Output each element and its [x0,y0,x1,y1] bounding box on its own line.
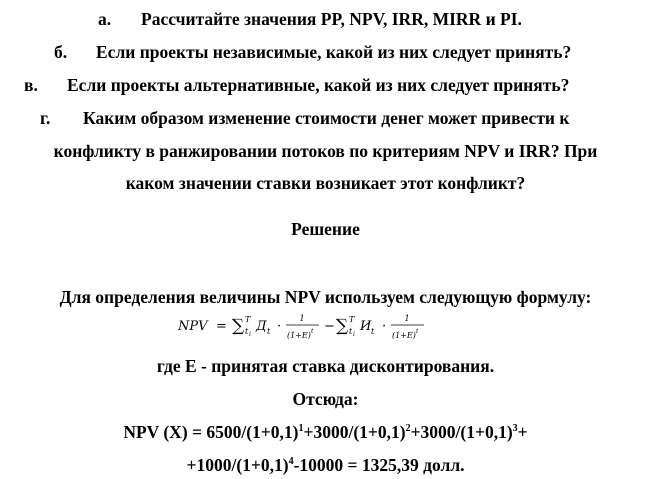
npv-calculation-line-2 [0,454,651,476]
formula-inflow: Д [255,319,267,334]
formula-sum-1-lower-sub: i [248,331,251,338]
where-line: где Е - принятая ставка дисконтирования. [156,356,495,376]
formula-sum-1-lower: t [244,327,248,336]
calc-1-part-3: +3000/(1+0,1) [410,422,513,442]
solution-heading: Решение [291,219,360,239]
calc-1-exp-3: 3 [512,423,518,434]
calc-1-part-4: + [517,422,528,442]
formula-minus: − [323,319,335,334]
question-d-marker: г. [40,108,51,128]
formula-sum-2: ∑ [335,316,348,336]
formula-equals: = [215,319,227,334]
formula-frac-1-num: 1 [298,314,305,323]
question-d-text: Каким образом изменение стоимости денег может привести к [83,108,570,128]
formula-sum-2-lower-sub: i [352,331,355,338]
calc-1-exp-1: 1 [298,423,304,434]
question-d-continuation-1: конфликту в ранжировании потоков по критериям NPV и IRR? При [53,141,598,161]
question-a-marker: а. [98,9,112,29]
formula-frac-1-den: (1+E) [286,331,311,340]
calc-1-part-2: +3000/(1+0,1) [303,422,406,442]
question-c-marker: в. [24,75,38,95]
calc-2-exp-1: 4 [288,456,294,467]
formula-inflow-sub: t [266,327,270,336]
question-a-text: Рассчитайте значения PP, NPV, IRR, MIRR и PI. [141,9,522,29]
question-b-text: Если проекты независимые, какой из них следует принять? [96,42,572,62]
hence-line: Отсюда: [292,389,359,409]
question-d-continuation-2: каком значении ставки возникает этот конфликт? [125,173,526,193]
formula-sum-1: ∑ [231,316,244,336]
calc-2-part-1: +1000/(1+0,1) [186,455,289,475]
formula-outflow: И [359,319,371,334]
npv-calculation-line-1 [0,421,651,443]
calc-2-part-2: -10000 = 1325,39 долл. [293,455,465,475]
formula-sum-1-upper: T [244,315,250,324]
calc-1-exp-2: 2 [405,423,411,434]
formula-outflow-sub: t [370,327,374,336]
formula-lhs: NPV [177,319,208,334]
formula-frac-2-den: (1+E) [391,331,416,340]
npv-formula [0,308,651,346]
formula-dot-1: · [276,319,281,334]
formula-sum-2-lower: t [348,327,352,336]
formula-sum-2-upper: T [348,315,354,324]
formula-frac-2-num: 1 [403,314,410,323]
formula-frac-1-den-exp: t [310,328,313,335]
npv-intro-text: Для определения величины NPV используем следующую формулу: [59,287,592,307]
calc-1-part-1: NPV (X) = 6500/(1+0,1) [123,422,299,442]
question-c-text: Если проекты альтернативные, какой из них следует принять? [67,75,570,95]
question-b-marker: б. [54,42,68,62]
formula-dot-2: · [381,319,386,334]
formula-frac-2-den-exp: t [415,328,418,335]
npv-formula-svg [176,308,476,346]
